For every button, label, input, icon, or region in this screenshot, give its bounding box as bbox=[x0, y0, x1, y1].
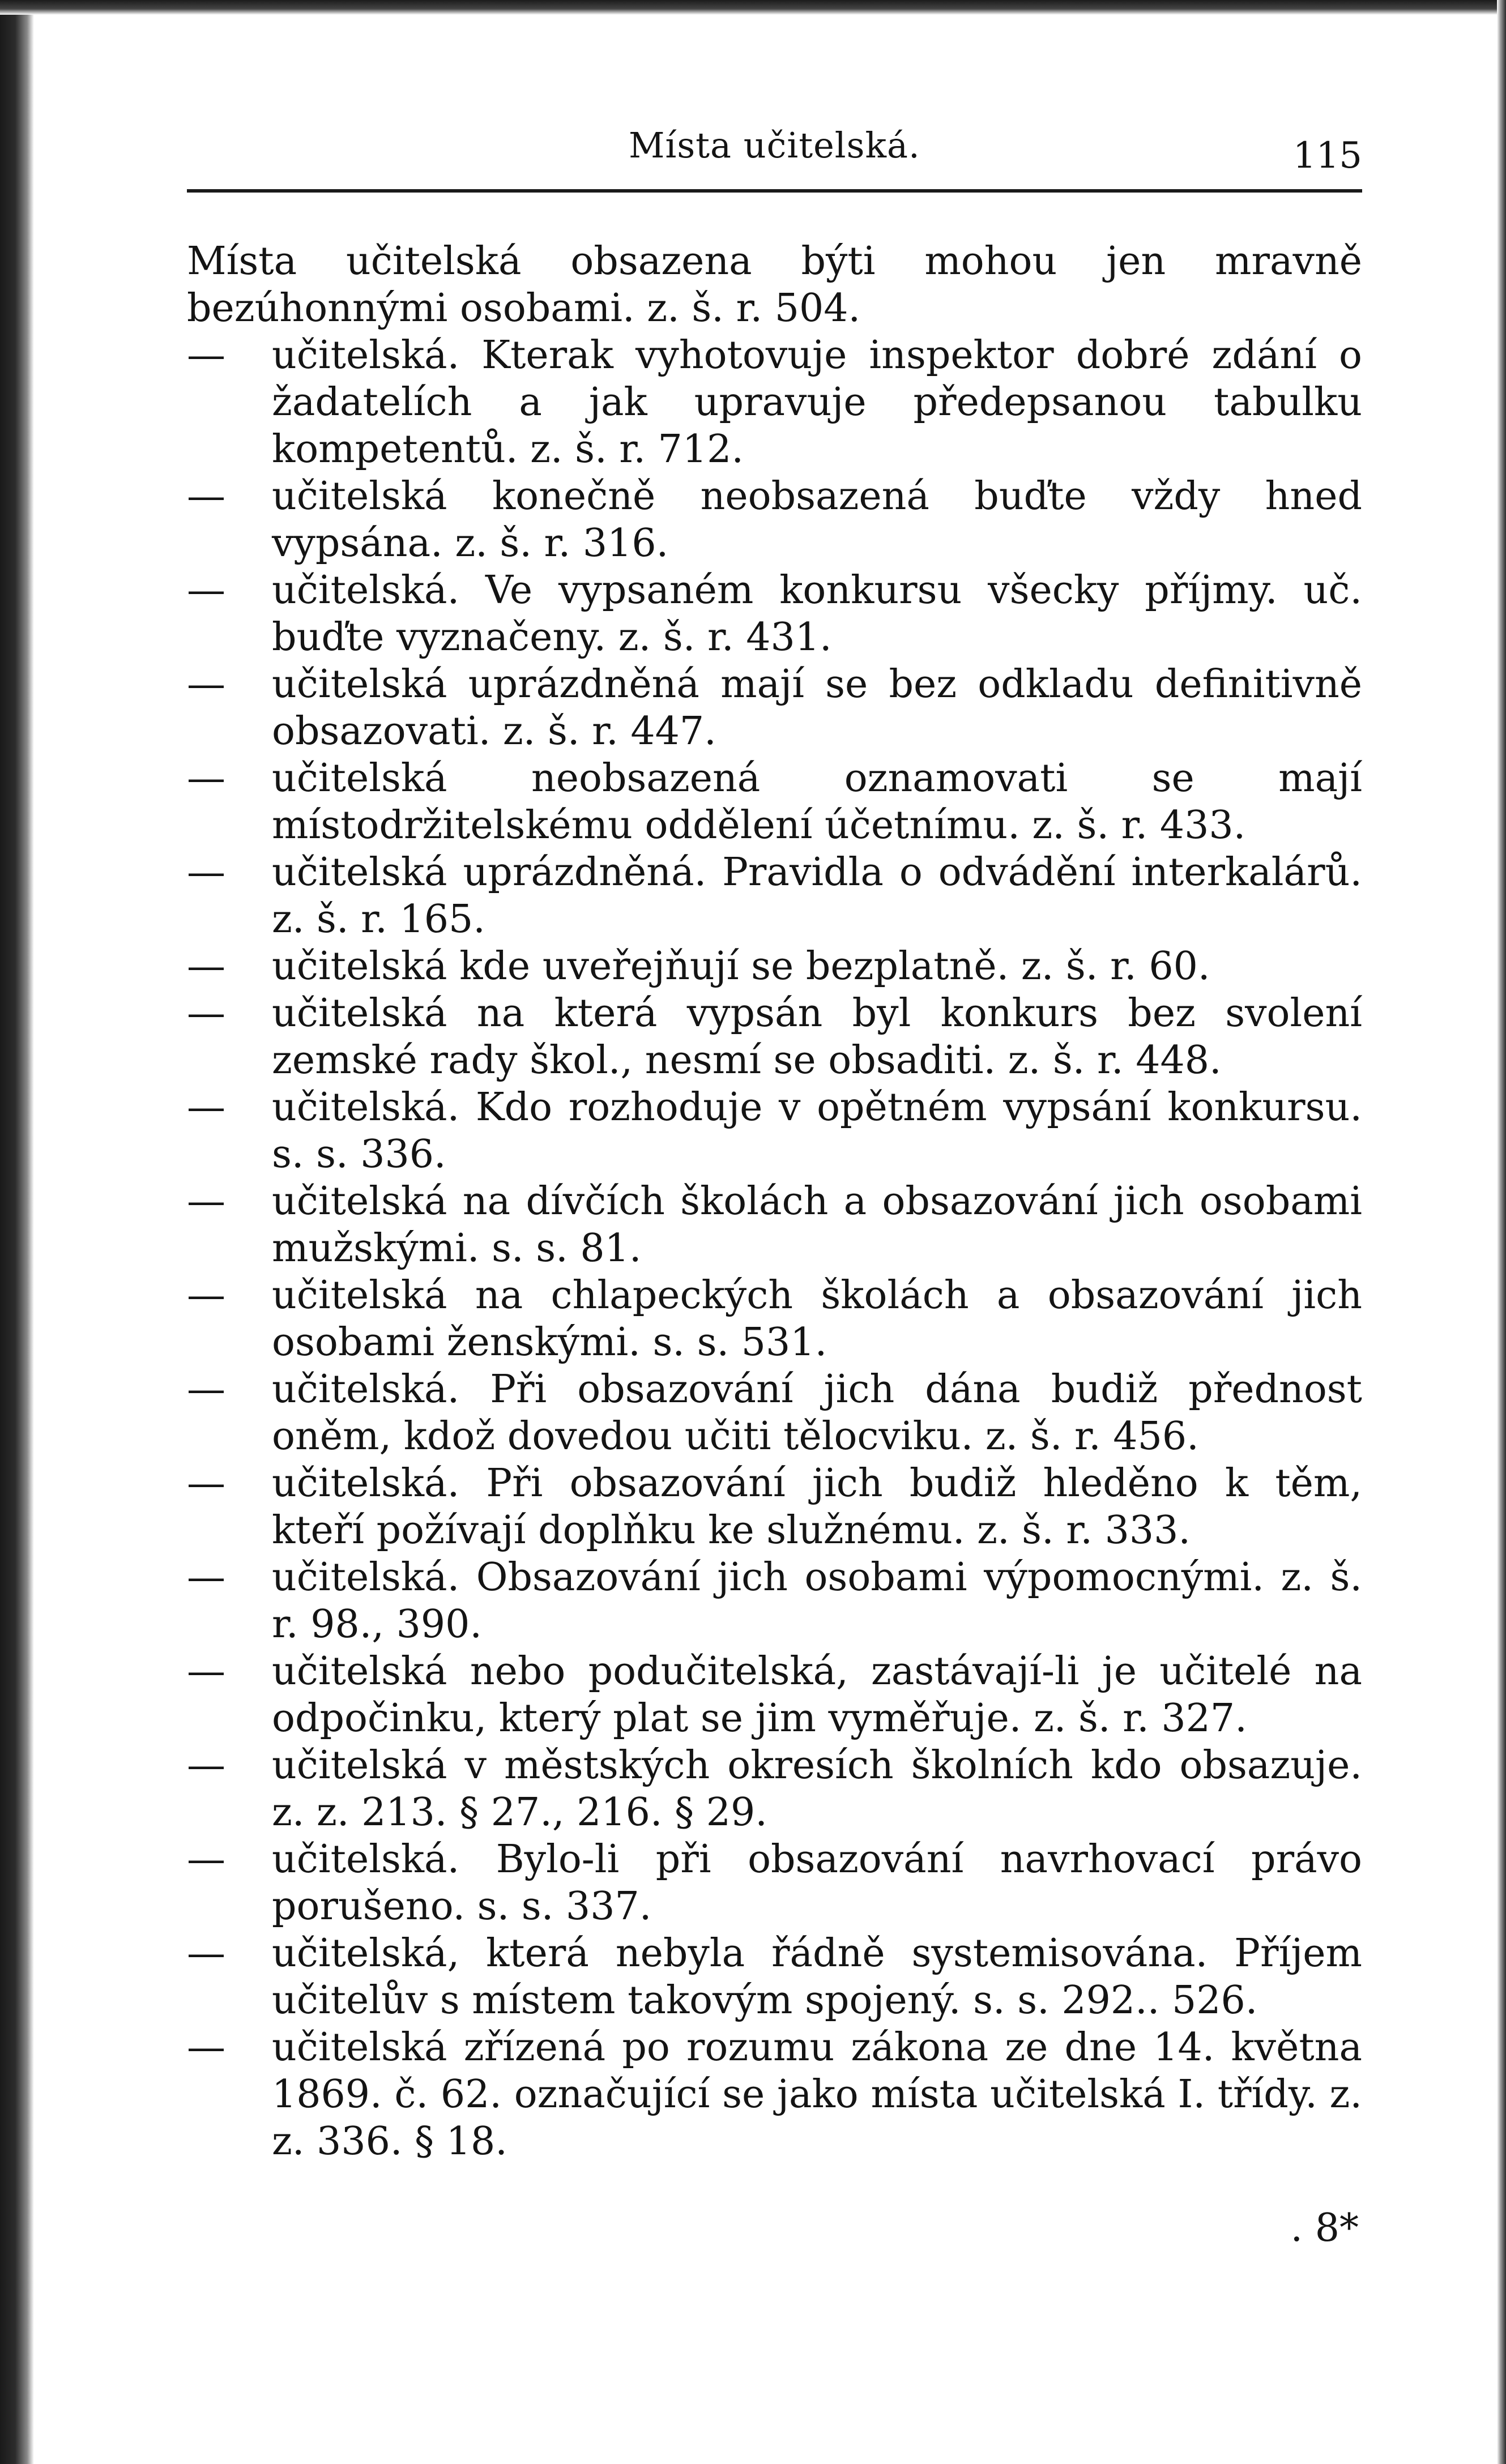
entry-text: učitelská. Bylo-li při obsazování navrhovací právo porušeno. s. s. 337. bbox=[272, 1837, 1362, 1929]
entry-text: učitelská na která vypsán byl konkurs bez svolení zemské rady škol., nesmí se obsaditi. z. š. r. 448. bbox=[272, 991, 1362, 1083]
index-entry bbox=[187, 1178, 1362, 1272]
index-entry bbox=[187, 1554, 1362, 1648]
entry-text: učitelská konečně neobsazená buďte vždy hned vypsána. z. š. r. 316. bbox=[272, 474, 1362, 566]
entry-dash: — bbox=[187, 1367, 225, 1412]
running-title: Místa učitelská. bbox=[629, 125, 920, 166]
entry-dash: — bbox=[187, 1649, 225, 1694]
index-entry bbox=[187, 1836, 1362, 1930]
entry-text: učitelská uprázdněná. Pravidla o odvádění interkalárů. z. š. r. 165. bbox=[272, 850, 1362, 942]
index-entry bbox=[187, 943, 1362, 990]
entry-text: učitelská zřízená po rozumu zákona ze dne 14. května 1869. č. 62. označující se jako místa učitelská I. třídy. z. z. 336. § 18. bbox=[272, 2025, 1362, 2164]
index-entry bbox=[187, 755, 1362, 849]
entry-dash: — bbox=[187, 944, 225, 989]
entry-text: učitelská. Při obsazování jich budiž hleděno k těm, kteří požívají doplňku ke služnému. z. š. r. 333. bbox=[272, 1461, 1362, 1553]
entry-dash: — bbox=[187, 850, 225, 895]
index-entry bbox=[187, 473, 1362, 567]
entry-dash: — bbox=[187, 1931, 225, 1976]
index-entry bbox=[187, 238, 1362, 332]
entry-dash: — bbox=[187, 568, 225, 613]
entry-dash: — bbox=[187, 474, 225, 519]
entry-text: učitelská. Ve vypsaném konkursu všecky příjmy. uč. buďte vyznačeny. z. š. r. 431. bbox=[272, 568, 1362, 660]
index-entry bbox=[187, 2024, 1362, 2165]
entry-text: učitelská uprázdněná mají se bez odkladu definitivně obsazovati. z. š. r. 447. bbox=[272, 662, 1362, 754]
index-entry bbox=[187, 990, 1362, 1084]
scan-edge-left bbox=[0, 0, 34, 2464]
entry-text: učitelská. Při obsazování jich dána budiž přednost oněm, kdož dovedou učiti tělocviku. z. š. r. 456. bbox=[272, 1367, 1362, 1459]
index-entry bbox=[187, 1272, 1362, 1366]
entry-text: učitelská v městských okresích školních kdo obsazuje. z. z. 213. § 27., 216. § 29. bbox=[272, 1743, 1362, 1835]
entry-dash: — bbox=[187, 2025, 225, 2070]
entry-text: učitelská kde uveřejňují se bezplatně. z. š. r. 60. bbox=[272, 944, 1210, 989]
entry-text: učitelská na dívčích školách a obsazování jich osobami mužskými. s. s. 81. bbox=[272, 1179, 1362, 1271]
index-entry bbox=[187, 1930, 1362, 2024]
header-rule bbox=[187, 189, 1362, 193]
index-entry bbox=[187, 1742, 1362, 1836]
entry-text: učitelská, která nebyla řádně systemisována. Příjem učitelův s místem takovým spojený. s. s. 292.. 526. bbox=[272, 1931, 1362, 2023]
entry-text: učitelská neobsazená oznamovati se mají místodržitelskému oddělení účetnímu. z. š. r. 433. bbox=[272, 756, 1362, 848]
signature-mark: . 8* bbox=[1290, 2206, 1359, 2251]
scan-edge-right bbox=[1497, 0, 1506, 2464]
entry-text: Místa učitelská obsazena býti mohou jen mravně bezúhonnými osobami. z. š. r. 504. bbox=[187, 239, 1362, 331]
entry-text: učitelská na chlapeckých školách a obsazování jich osobami ženskými. s. s. 531. bbox=[272, 1273, 1362, 1365]
entry-dash: — bbox=[187, 1555, 225, 1600]
entry-dash: — bbox=[187, 662, 225, 707]
index-entry bbox=[187, 661, 1362, 755]
index-entry bbox=[187, 1460, 1362, 1554]
entry-text: učitelská nebo podučitelská, zastávají-li je učitelé na odpočinku, který plat se jim vyměřuje. z. š. r. 327. bbox=[272, 1649, 1362, 1741]
entry-dash: — bbox=[187, 1179, 225, 1224]
entry-dash: — bbox=[187, 1085, 225, 1130]
index-entry bbox=[187, 1648, 1362, 1742]
entry-dash: — bbox=[187, 756, 225, 801]
entry-dash: — bbox=[187, 991, 225, 1036]
entry-text: učitelská. Kterak vyhotovuje inspektor dobré zdání o žadatelích a jak upravuje předepsanou tabulku kompetentů. z. š. r. 712. bbox=[272, 333, 1362, 472]
page-header bbox=[187, 119, 1362, 193]
index-entry bbox=[187, 1366, 1362, 1460]
index-entry bbox=[187, 332, 1362, 473]
scan-edge-top bbox=[0, 0, 1506, 15]
entry-text: učitelská. Kdo rozhoduje v opětném vypsání konkursu. s. s. 336. bbox=[272, 1085, 1362, 1177]
entry-dash: — bbox=[187, 1743, 225, 1788]
page-number: 115 bbox=[1292, 135, 1362, 177]
entry-dash: — bbox=[187, 1273, 225, 1318]
index-entry bbox=[187, 567, 1362, 661]
index-entry bbox=[187, 1084, 1362, 1178]
entry-text: učitelská. Obsazování jich osobami výpomocnými. z. š. r. 98., 390. bbox=[272, 1555, 1362, 1647]
entry-dash: — bbox=[187, 333, 225, 378]
index-entry bbox=[187, 849, 1362, 943]
index-entries bbox=[187, 238, 1362, 2165]
entry-dash: — bbox=[187, 1461, 225, 1506]
entry-dash: — bbox=[187, 1837, 225, 1882]
